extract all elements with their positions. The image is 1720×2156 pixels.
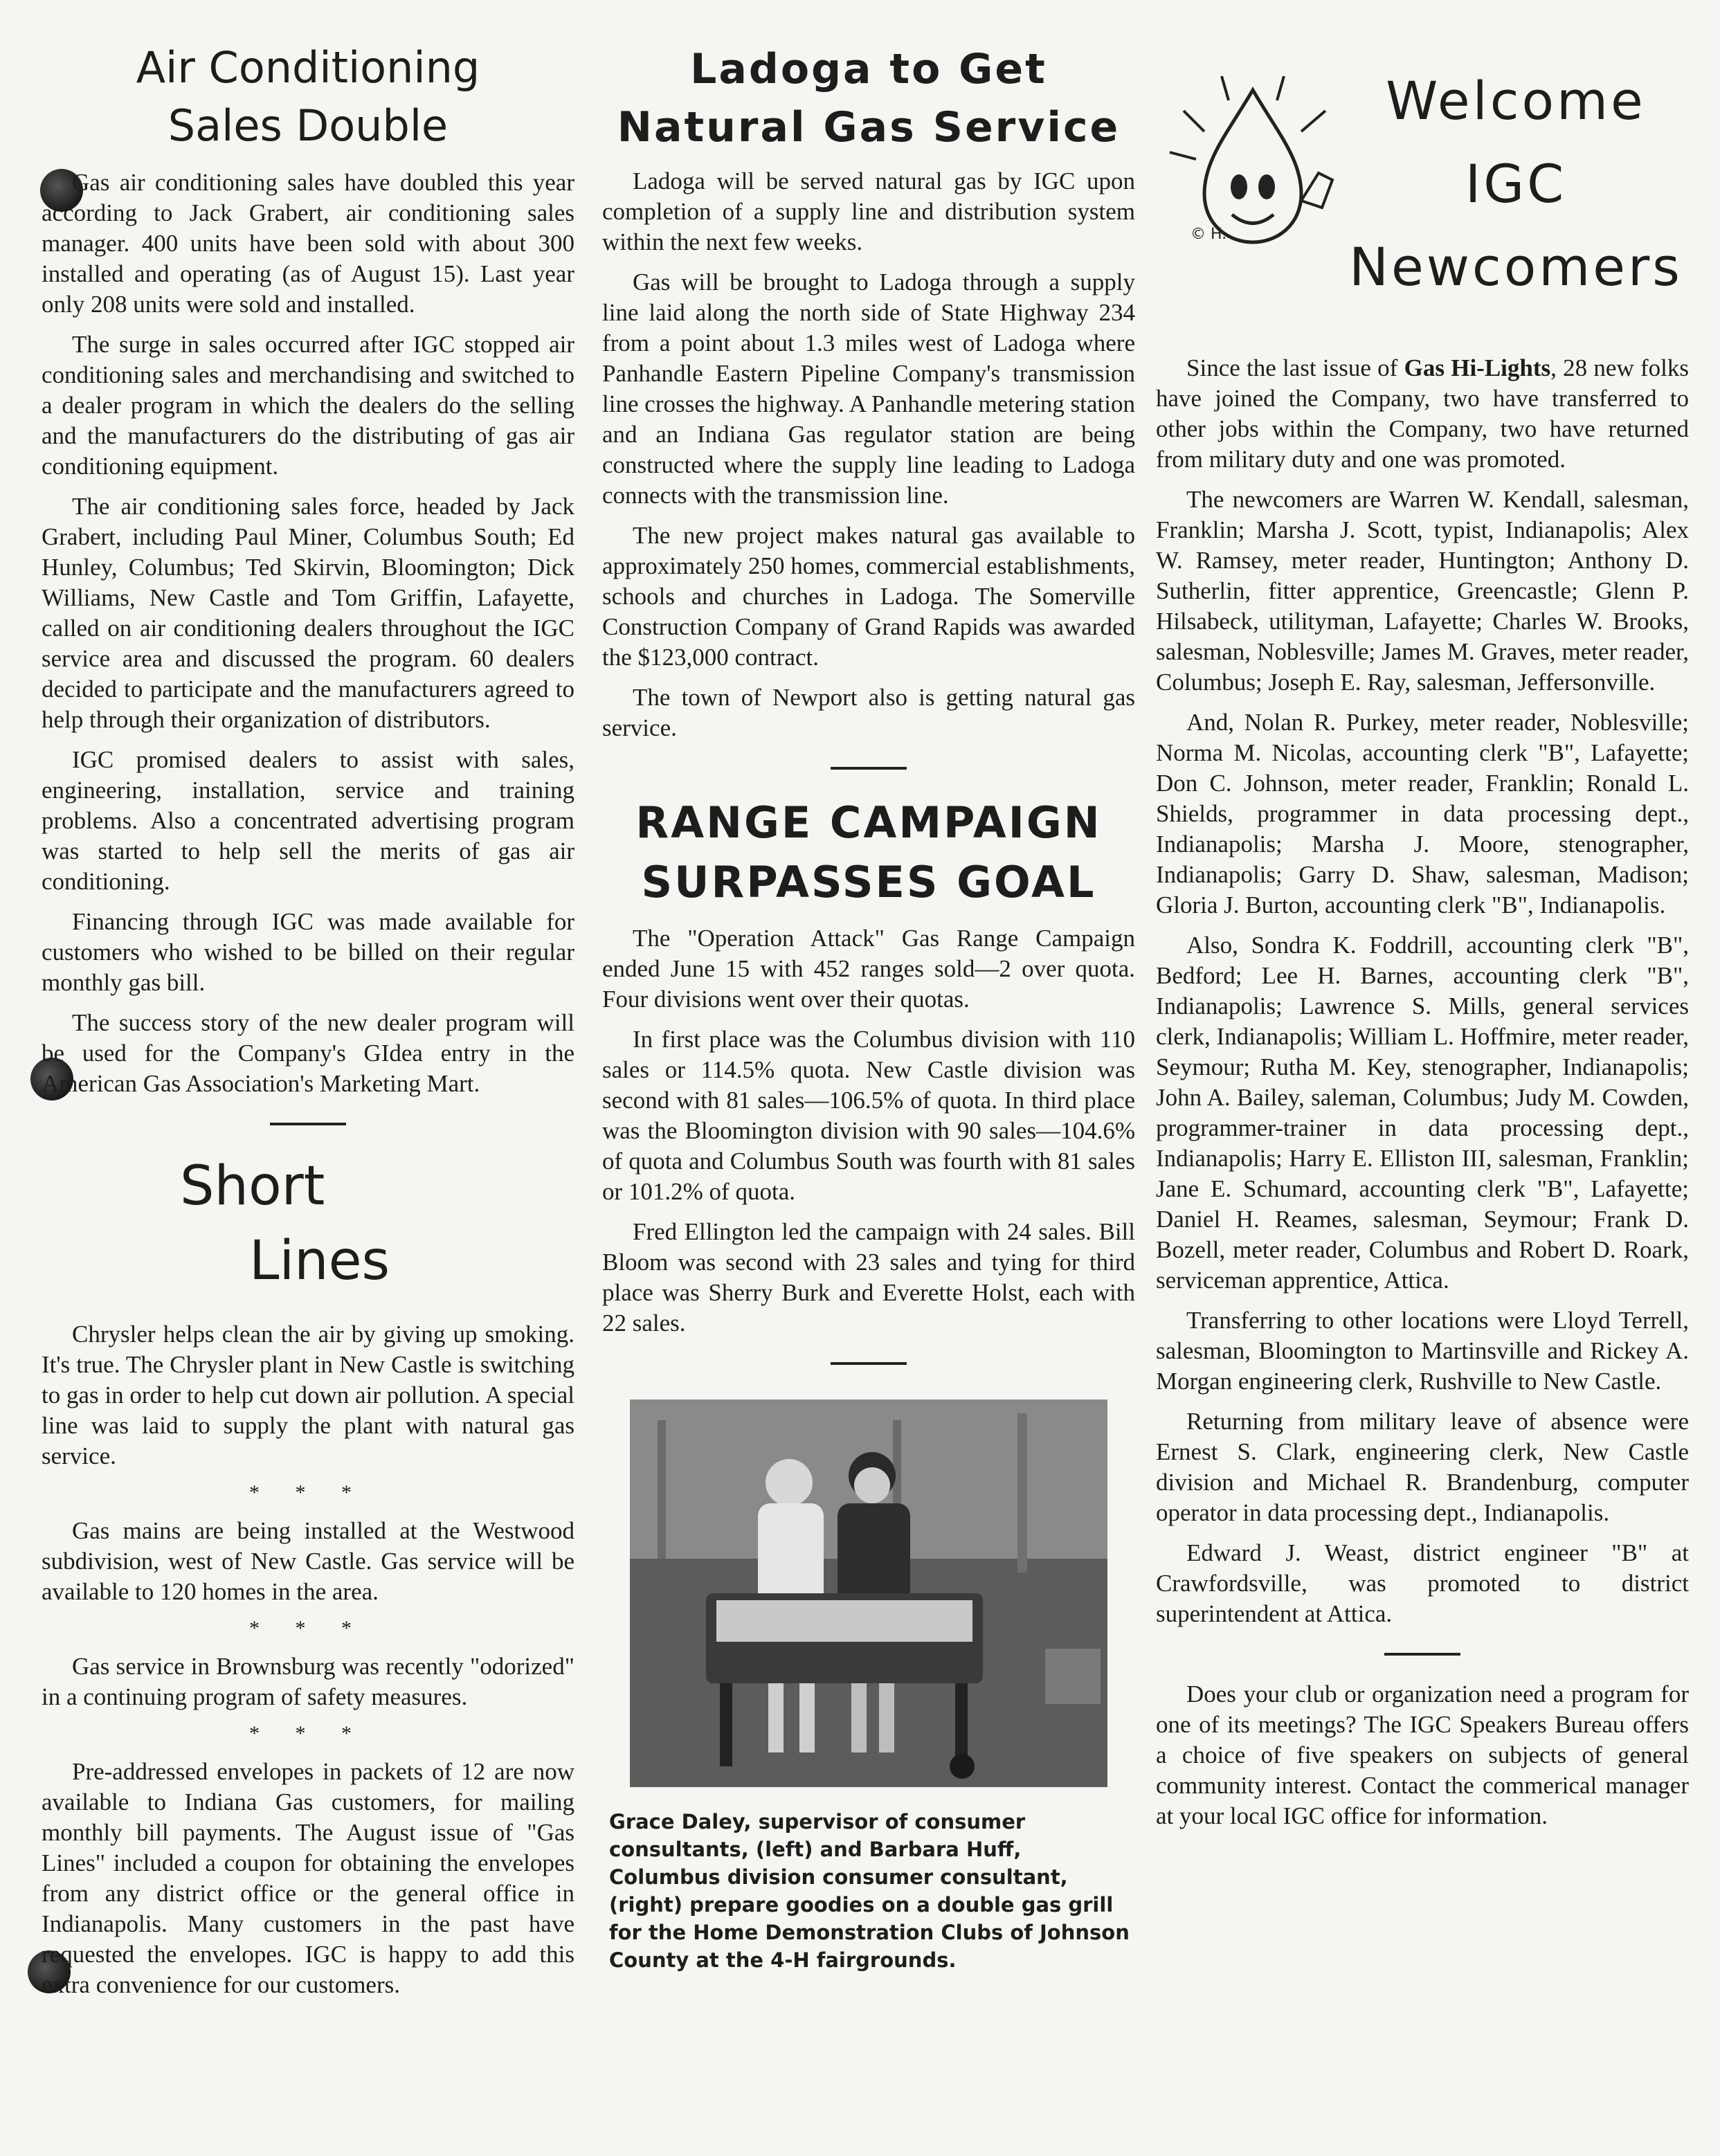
column-middle [602,0,1135,1974]
paragraph: Transferring to other locations were Lloyd Terrell, salesman, Bloomington to Martinsville and Rickey A. Morgan engineering clerk, Rushville to New Castle. [1156,1307,1689,1395]
divider-rule [1384,1653,1460,1656]
paragraph: The newcomers are Warren W. Kendall, salesman, Franklin; Marsha J. Scott, typist, Indianapolis; Alex W. Ramsey, meter reader, Huntington; Anthony D. Sutherlin, fitter apprentice, Greencastle; Glenn P. Hilsabeck, utilityman, Lafayette; Charles W. Brooks, salesman, Noblesville; James M. Graves, meter reader, Columbus; Joseph E. Ray, salesman, Jeffersonville. [1156,486,1689,696]
column-right [1156,0,1689,1841]
paragraph: Returning from military leave of absence were Ernest S. Clark, engineering clerk, New Castle division and Michael R. Brandenburg, computer operator in data processing dept., Indianapolis. [1156,1408,1689,1526]
paragraph: The new project makes natural gas available to approximately 250 homes, commercial establishments, schools and churches in Ladoga. The Somerville Construction Company of Grand Rapids was awarded the $123,000 contract. [602,522,1135,671]
paragraph: Fred Ellington led the campaign with 24 sales. Bill Bloom was second with 23 sales and tying for third place was Sherry Burk and Everette Holst, each with 22 sales. [602,1218,1135,1337]
paragraph: Ladoga will be served natural gas by IGC upon completion of a supply line and distribution system within the next few weeks. [602,167,1135,255]
paragraph: IGC promised dealers to assist with sales, engineering, installation, service and training problems. Also a concentrated advertising program was started to help sell the merits of gas air conditioning. [42,746,574,895]
headline-range-campaign [602,793,1135,912]
headline-line: Lines [249,1230,390,1292]
photo-gas-grill [630,1399,1107,1787]
paragraph: Chrysler helps clean the air by giving up smoking. It's true. The Chrysler plant in New Castle is switching to gas in order to help cut down air pollution. A special line was laid to supply the plant with natural gas service. [42,1321,574,1469]
paragraph: The "Operation Attack" Gas Range Campaign ended June 15 with 452 ranges sold—2 over quota. Four divisions went over their quotas. [602,925,1135,1013]
paragraph: The air conditioning sales force, headed by Jack Grabert, including Paul Miner, Columbus South; Ed Hunley, Columbus; Ted Skirvin, Bloomington; Dick Williams, New Castle and Tom Griffin, Lafayette, called on air conditioning dealers throughout the IGC service area and discussed the program. 60 dealers decided to participate and the manufacturers agreed to help through their organization of distributors. [42,493,574,733]
paragraph: Gas air conditioning sales have doubled this year according to Jack Grabert, air conditioning sales manager. 400 units have been sold with about 300 installed and operating (as of August 15). Last year only 208 units were sold and installed. [42,169,574,318]
headline-ladoga [602,40,1135,156]
welcome-header [1156,0,1689,332]
headline-line: Short [180,1155,325,1217]
paragraph-closing: Does your club or organization need a program for one of its meetings? The IGC Speakers Bureau offers a choice of five speakers on subjects of general community interest. Contact the commerical manager at your local IGC office for information. [1156,1681,1689,1829]
separator-stars: * * * [249,1722,367,1745]
paragraph: Gas will be brought to Ladoga through a supply line laid along the north side of State Highway 234 from a point about 1.3 miles west of Ladoga where Panhandle Eastern Pipeline Company's transmission line crosses the highway. A Panhandle metering station and an Indiana Gas regulator station are being constructed where the supply line leading to Ladoga connects with the transmission line. [602,269,1135,509]
headline-line: SURPASSES GOAL [641,857,1096,907]
paragraph: Gas mains are being installed at the Westwood subdivision, west of New Castle. Gas service will be available to 120 homes in the area. [42,1517,574,1605]
headline-welcome [1343,60,1689,309]
divider-rule [270,1123,346,1125]
paragraph: In first place was the Columbus division with 110 sales or 114.5% quota. New Castle division was second with 81 sales—106.5% of quota. In third place was the Bloomington division with 90 sales—104.6% of quota and Columbus South was fourth with 81 sales or 101.2% of quota. [602,1026,1135,1205]
divider-rule [831,1362,907,1365]
separator-stars: * * * [249,1481,367,1504]
intro-text: , 28 new folks have joined the Company, two have transferred to other jobs within the Company, two have returned from military duty and one was promoted. [1156,354,1689,473]
headline-short-lines [42,1149,574,1298]
paragraph: Pre-addressed envelopes in packets of 12 are now available to Indiana Gas customers, for mailing monthly bill payments. The August issue of "Gas Lines" included a coupon for obtaining the envelopes from any district office or the general office in Indianapolis. Many customers in the past have requested the envelopes. IGC is happy to add this extra convenience for our customers. [42,1758,574,1998]
headline-line: Newcomers [1349,236,1683,298]
paragraph: The town of Newport also is getting natural gas service. [602,684,1135,741]
headline-air-conditioning [42,39,574,155]
headline-line: Ladoga to Get [690,45,1047,93]
divider-rule [831,767,907,770]
headline-line: RANGE CAMPAIGN [635,797,1102,848]
headline-line: Natural Gas Service [617,103,1121,152]
intro-text: Since the last issue of [1186,354,1404,381]
paragraph: Gas service in Brownsburg was recently "odorized" in a continuing program of safety measures. [42,1653,574,1710]
paragraph: Also, Sondra K. Foddrill, accounting clerk "B", Bedford; Lee H. Barnes, accounting clerk "B", Indianapolis; Lawrence S. Mills, general services clerk, Indianapolis; William L. Hoffmire, meter reader, Seymour; Rutha M. Key, stenographer, Indianapolis; John A. Bailey, saleman, Columbus; Judy M. Cowden, programmer-trainer in data processing dept., Indianapolis; Harry E. Elliston III, salesman, Franklin; Jane E. Schumard, accounting clerk "B", Lafayette; Daniel H. Reames, salesman, Seymour; Frank D. Bozell, meter reader, Columbus and Robert D. Roark, serviceman apprentice, Attica. [1156,932,1689,1294]
photo-caption: Grace Daley, supervisor of consumer consultants, (left) and Barbara Huff, Columbus division consumer consultant, (right) prepare goodies on a double gas grill for the Home Demonstration Clubs of Johnson County at the 4-H fairgrounds. [609,1810,1130,1972]
headline-line: Sales Double [168,100,449,151]
column-left [42,0,574,2010]
gas-flame-mascot-icon [1163,69,1343,256]
publication-name: Gas Hi-Lights [1404,354,1551,381]
paragraph: The success story of the new dealer program will be used for the Company's GIdea entry in the American Gas Association's Marketing Mart. [42,1009,574,1097]
headline-line: Welcome [1386,70,1646,132]
headline-line: IGC [1465,153,1567,215]
headline-line: Air Conditioning [136,42,480,93]
paragraph-intro [1156,353,1689,475]
separator-stars: * * * [249,1617,367,1640]
paragraph: Financing through IGC was made available for customers who wished to be billed on their regular monthly gas bill. [42,908,574,996]
paragraph: And, Nolan R. Purkey, meter reader, Noblesville; Norma M. Nicolas, accounting clerk "B", Lafayette; Don C. Johnson, meter reader, Franklin; Ronald L. Shields, programmer in data processing dept., Indianapolis; Marsha J. Moore, stenographer, Indianapolis; Garry D. Shaw, salesman, Madison; Gloria J. Burton, accounting clerk "B", Indianapolis. [1156,709,1689,918]
paragraph: The surge in sales occurred after IGC stopped air conditioning sales and merchandising and switched to a dealer program in which the dealers do the selling and the manufacturers do the distributing of gas air conditioning equipment. [42,331,574,480]
paragraph: Edward J. Weast, district engineer "B" at Crawfordsville, was promoted to district superintendent at Attica. [1156,1539,1689,1627]
mascot-mark: © H. [1191,226,1227,243]
photo-illustration [630,1399,1107,1787]
